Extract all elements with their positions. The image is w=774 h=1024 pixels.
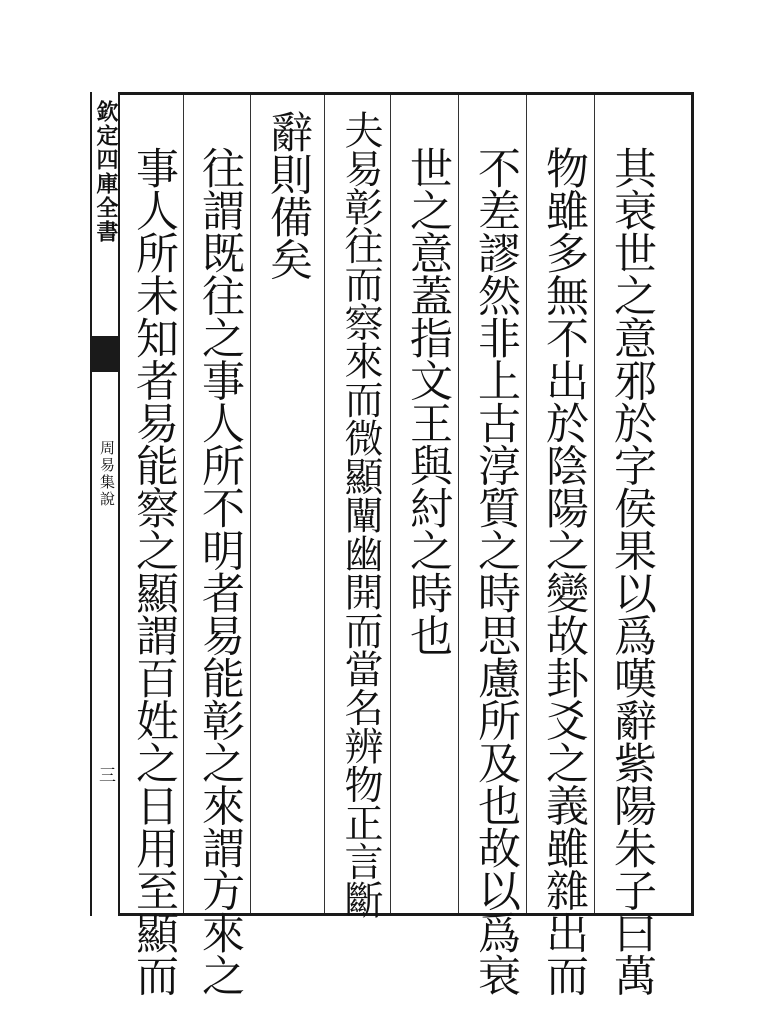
column-rule: [390, 95, 391, 913]
margin-black-block: [92, 336, 118, 372]
text-column-5: 夫易彰往而察來而微顯闡幽開而當名辨物正言斷: [338, 110, 383, 919]
text-column-7: 往謂既往之事人所不明者易能彰之來謂方來之: [195, 146, 245, 996]
text-column-3: 不差謬然非上古淳質之時思慮所及也故以爲衰: [471, 146, 521, 996]
text-column-2: 物雖多無不出於陰陽之變故卦爻之義雖雜出而: [539, 146, 589, 996]
column-rule: [458, 95, 459, 913]
column-rule: [324, 95, 325, 913]
text-column-6: 辭則備矣: [263, 110, 313, 280]
book-title: 周易集說: [98, 440, 116, 508]
column-rule: [594, 95, 595, 913]
column-rule: [183, 95, 184, 913]
column-rule: [250, 95, 251, 913]
text-column-4: 世之意蓋指文王與紂之時也: [403, 146, 453, 656]
series-title: 欽定四庫全書: [93, 100, 119, 244]
text-column-8: 事人所未知者易能察之顯謂百姓之日用至顯而: [129, 146, 179, 996]
column-rule: [526, 95, 527, 913]
page-number: 三: [95, 766, 115, 783]
text-column-1: 其衰世之意邪於字侯果以爲嘆辭紫陽朱子曰萬: [607, 146, 657, 996]
